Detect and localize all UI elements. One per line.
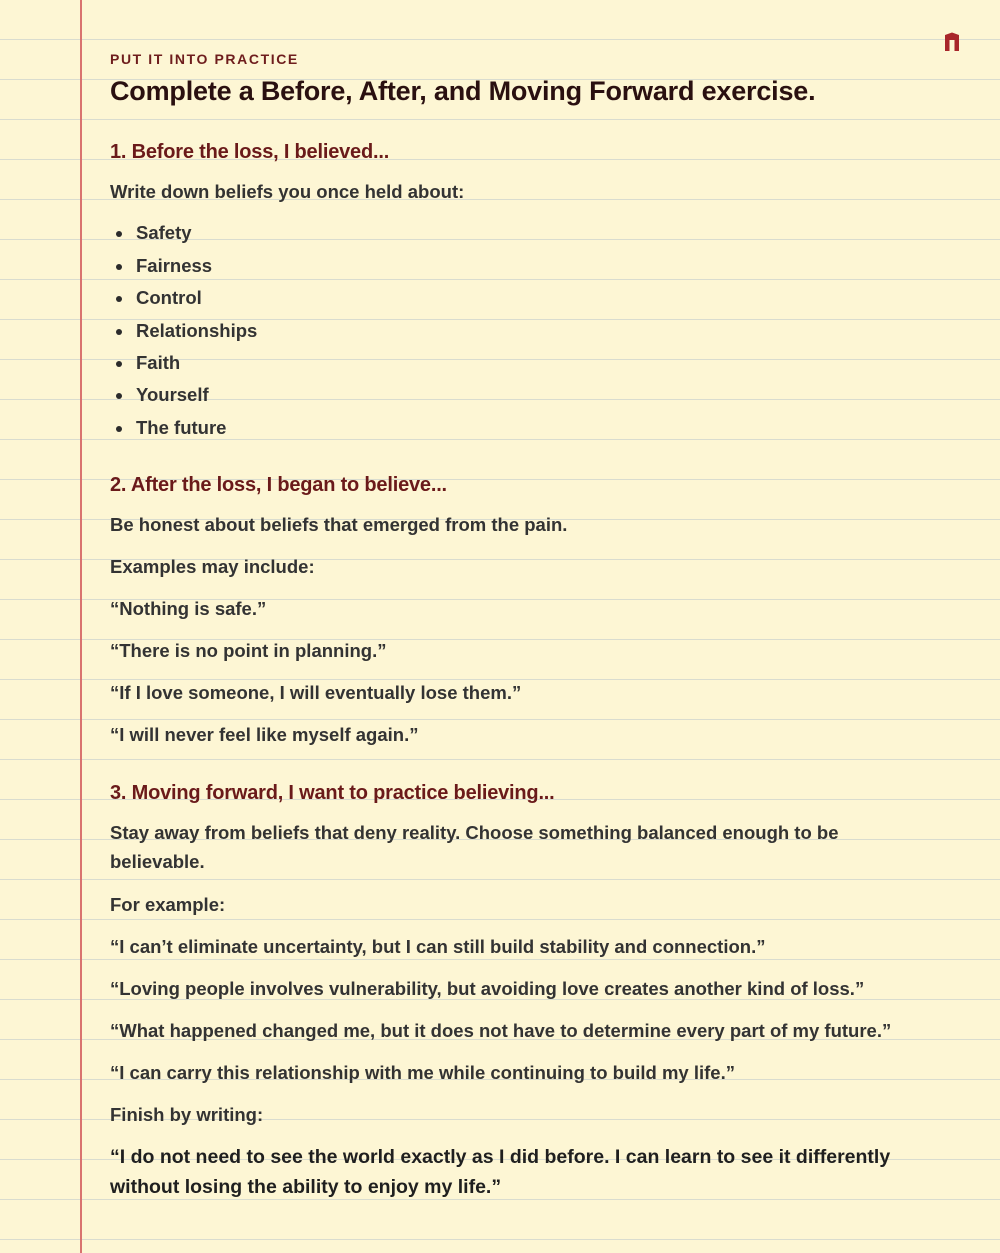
section1-heading: 1. Before the loss, I believed... bbox=[110, 141, 390, 163]
section3-heading: 3. Moving forward, I want to practice believing... bbox=[110, 782, 555, 804]
section1-intro: Write down beliefs you once held about: bbox=[110, 181, 465, 202]
section3-examples-label: For example: bbox=[110, 894, 226, 915]
list-item: Control bbox=[136, 287, 202, 308]
example-quote: “I will never feel like myself again.” bbox=[110, 724, 419, 745]
section2-intro: Be honest about beliefs that emerged from the pain. bbox=[110, 514, 568, 535]
example-quote: “I can carry this relationship with me while continuing to build my life.” bbox=[110, 1062, 735, 1083]
finish-label: Finish by writing: bbox=[110, 1104, 264, 1125]
list-item: Fairness bbox=[136, 255, 213, 276]
list-item: The future bbox=[136, 417, 227, 438]
section3-intro: Stay away from beliefs that deny reality. Choose something balanced enough to be believable. bbox=[110, 822, 839, 872]
margin-line bbox=[80, 0, 82, 1253]
section2-examples-label: Examples may include: bbox=[110, 556, 315, 577]
example-quote: “What happened changed me, but it does not have to determine every part of my future.” bbox=[110, 1020, 892, 1041]
list-item: Safety bbox=[136, 222, 192, 243]
kicker: PUT IT INTO PRACTICE bbox=[110, 51, 299, 67]
list-item: Relationships bbox=[136, 320, 258, 341]
list-item: Yourself bbox=[136, 384, 209, 405]
example-quote: “Loving people involves vulnerability, but avoiding love creates another kind of loss.” bbox=[110, 978, 865, 999]
page-title: Complete a Before, After, and Moving Forward exercise. bbox=[110, 76, 816, 106]
finish-statement: “I do not need to see the world exactly as I did before. I can learn to see it differently without losing the ability to enjoy my life.” bbox=[110, 1146, 891, 1198]
example-quote: “There is no point in planning.” bbox=[110, 640, 387, 661]
example-quote: “I can’t eliminate uncertainty, but I can still build stability and connection.” bbox=[110, 936, 766, 957]
list-item: Faith bbox=[136, 352, 181, 373]
example-quote: “If I love someone, I will eventually lose them.” bbox=[110, 682, 522, 703]
example-quote: “Nothing is safe.” bbox=[110, 598, 267, 619]
section2-heading: 2. After the loss, I began to believe... bbox=[110, 474, 447, 496]
shield-logo-icon bbox=[942, 32, 962, 52]
